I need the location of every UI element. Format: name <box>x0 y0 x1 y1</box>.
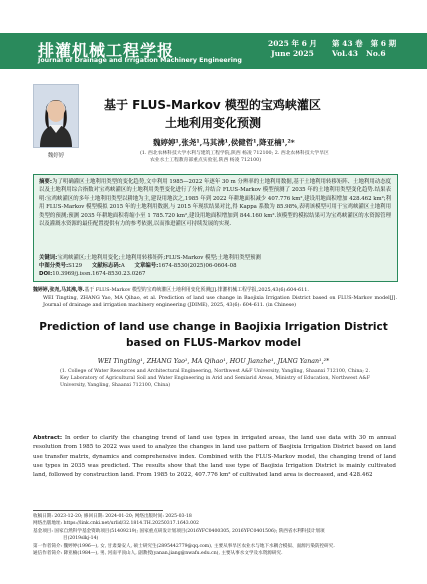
doc-code-label: 文献标志码: <box>91 263 121 269</box>
issue-date-cn: 2025 年 6 月 <box>268 39 317 48</box>
issue-en: No.6 <box>366 49 386 58</box>
issue-date-en: June 2025 <box>271 49 314 58</box>
abstract-cn-label: 摘要: <box>39 179 53 185</box>
affiliation-cn-line1: (1. 西北农林科技大学水利与建筑工程学院,陕西 杨凌 712100; 2. 西北农林科技大学旱区 <box>140 151 329 156</box>
affiliations-en: (1. College of Water Resources and Architectural Engineering, Northwest A&F University, Yangling, Shaanxi 712100, China; 2. Key Laboratory of Agricultural Soil and Water Engineering in Arid and Semiarid Areas, Ministry of Education, Northwest A&F University, Yangling, Shaanxi 712100, China) <box>60 369 370 388</box>
abstract-en-text: In order to clarify the changing trend of land use types in irrigated areas, the land use data with 30 m annual resolution from 1985 to 2022 was used to analyze the changes in land use pattern of Baojixia Irrigation District based on land use transfer matrix, dynamics and comprehensive index. Combined with the FLUS-Markov model, the changing trend of land use types in 2035 was predicted. The results show that the land use type of Baojixia Irrigation District is mainly cultivated land, followed by construction land. From 1985 to 2022, 407.776 km² of cultivated land area is decreased, and 428.462 <box>33 435 397 479</box>
journal-title: 排灌机械工程学报 <box>38 41 175 60</box>
keywords-label: 关键词: <box>39 255 58 261</box>
footnote-first-author: 第一作者简介: 魏婷婷(1996—), 女, 甘肃秦安人, 硕士研究生(2895442779@qq.com), 主要从事旱区农业水与地下水耦合模拟、面源污染防控研究. <box>33 543 335 549</box>
keywords-row <box>39 254 391 262</box>
title-en-line1: Prediction of land use change in Baojixia Irrigation District <box>39 321 388 333</box>
abstract-cn-text: 为了明确灌区土地利用类型的变化趋势,文中利用 1985—2022 年逐年 30 m 分辨率的土地利用数据,基于土地利用转移矩阵、土地利用动态度以及土地利用综合指数对宝鸡峡灌区的土地利用类型变化进行了分析,并结合 FLUS-Markov 模型预测了 2035 年的土地利用类型变化趋势.结果表明:宝鸡峡灌区的多年土地利用类型以耕地为主,建设用地次之,1985 年到 2022 年耕地面积减少 407.776 km²,建设用地面积增加 428.462 km²;利用 FLUS-Markov 模型模拟 2015 年的土地利用数据,与 2015 年现状结果对比,得 Kappa 系数为 85.98%,表明该模型可用于宝鸡峡灌区土地利用类型的预测;预测 2035 年耕地面积将缩小至 1 785.720 km²,建设用地面积增加到 844.160 km².该模型的模拟结果可为宝鸡峡灌区的水资源管理以及灌溉水资源的最佳配置提供有力的参考依据,以而推进灌区可持续发展的实现. <box>39 179 392 228</box>
issue-date <box>268 39 317 59</box>
footnote-received: 收稿日期: 2023-12-20; 修回日期: 2024-01-20; 网络出版时间: 2025-03-18 <box>33 514 192 519</box>
doi-value: 10.3969/j.issn.1674-8530.23.0267 <box>52 271 146 277</box>
footnote-rule <box>33 510 163 511</box>
citation-cn-text: 基于 FLUS-Markov 模型的宝鸡峡灌区土地利用变化预测[J].排灌机械工程学报,2025,43(6):604-611. <box>84 287 309 293</box>
author-photo <box>33 84 79 148</box>
article-no-value: 1674-8530(2025)06-0604-08 <box>158 263 237 269</box>
photo-caption: 魏婷婷 <box>47 153 65 159</box>
clc-value: S129 <box>68 263 83 269</box>
volume-en: Vol.43 <box>332 49 359 58</box>
footnotes <box>33 513 396 557</box>
footnote-corresponding: 通信作者简介: 降亚楠(1984—), 男, 河南平顶山人, 副教授(yanan.jiang@nwafu.edu.cn), 主要从事水文学及水资源研究. <box>33 551 283 557</box>
doi-row <box>39 270 391 278</box>
title-cn-line1: 基于 FLUS-Markov 模型的宝鸡峡灌区 <box>104 98 321 112</box>
clc-label: 中图分类号: <box>39 263 69 269</box>
abstract-en-label: Abstract: <box>33 435 63 441</box>
author-portrait-icon <box>34 85 78 147</box>
authors-en: WEI Tingting¹, ZHANG Yao¹, MA Qihao¹, HOU Jianzhe¹, JIANG Yanan¹,²* <box>97 358 330 365</box>
citation-cn-authors: 魏婷婷,张尧,马其沸,等. <box>33 287 85 293</box>
volume-issue <box>332 39 396 59</box>
volume-cn: 第 43 卷 <box>332 39 363 48</box>
affiliation-cn-line2: 农业水土工程教育部重点实验室,陕西 杨凌 712100) <box>150 158 262 163</box>
footnote-online-url: 网络出版地址: https://link.cnki.net/urlid/32.1814.TH.20250317.1643.002 <box>33 521 199 527</box>
title-en-line2: based on FLUS-Markov model <box>126 337 301 349</box>
journal-masthead <box>0 33 427 69</box>
affiliations-cn <box>140 150 329 164</box>
journal-subtitle: Journal of Drainage and Irrigation Machinery Engineering <box>38 57 242 64</box>
doc-code-value: A <box>120 263 125 269</box>
footnote-funding: 基金项目: 国家自然科学基金资助项目(51409219); 国家重点研发计划项目(2016YFC0400305, 2016YFC0401506); 陕西省水利科技计划项 <box>33 528 325 534</box>
abstract-cn <box>39 178 391 228</box>
abstract-en <box>33 434 396 480</box>
keywords-text: 宝鸡峡灌区;土地利用变化;土地利用转移矩阵;FLUS-Markov 模型;土地利用类型预测 <box>57 255 261 261</box>
citation-block <box>33 287 397 310</box>
title-cn-line2: 土地利用变化预测 <box>165 116 262 130</box>
doi-label: DOI: <box>39 271 53 277</box>
citation-en-text: WEI Tingting, ZHANG Yao, MA Qihao, et al. Prediction of land use change in Baojixia Irrigation District based on FLUS-Markov model[J]. Journal of drainage and irrigation machinery engineering (JDIME), 2025, 43(6): 604-611. (in Chinese) <box>43 294 397 309</box>
issue-cn: 第 6 期 <box>370 39 397 48</box>
classification-row <box>39 262 391 270</box>
article-no-label: 文章编号: <box>134 263 159 269</box>
footnote-funding-cont: 目(2019slkj-14) <box>63 536 99 542</box>
authors-cn: 魏婷婷¹,张尧¹,马其沸¹,侯健哲¹,降亚楠¹,²* <box>153 138 295 147</box>
